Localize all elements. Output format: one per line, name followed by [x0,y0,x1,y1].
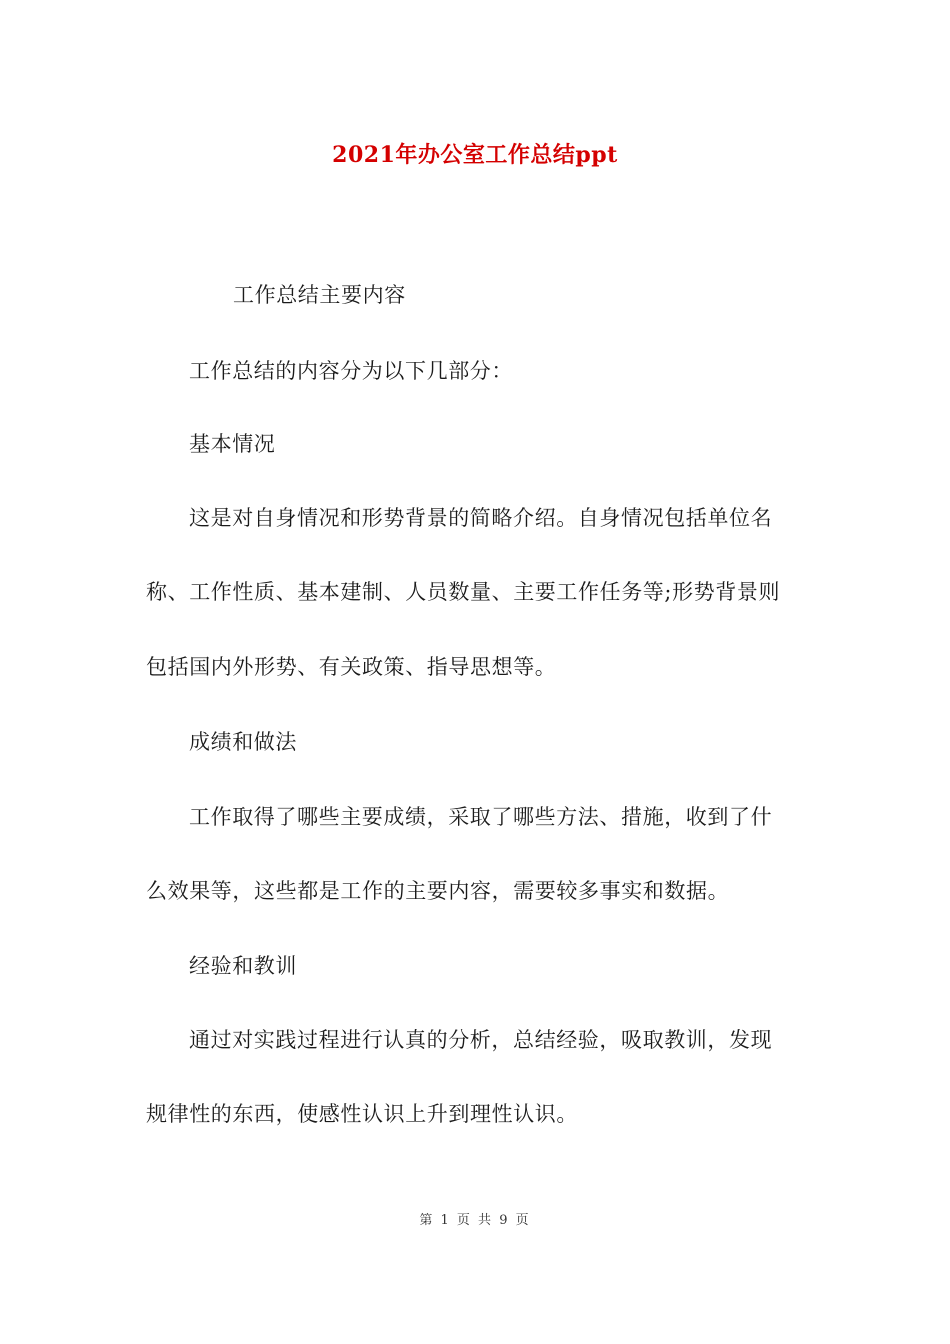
paragraph-intro: 工作总结的内容分为以下几部分： [189,359,513,383]
section-heading-achievements: 成绩和做法 [189,730,297,754]
section-heading-lessons: 经验和教训 [189,954,297,978]
paragraph-line: 这是对自身情况和形势背景的简略介绍。自身情况包括单位名 [189,506,773,530]
paragraph-line: 包括国内外形势、有关政策、指导思想等。 [146,655,557,679]
section-heading-basic-situation: 基本情况 [189,432,276,456]
paragraph-line: 通过对实践过程进行认真的分析，总结经验，吸取教训，发现 [189,1028,773,1052]
page-number-footer [0,1209,950,1228]
paragraph-line: 工作取得了哪些主要成绩，采取了哪些方法、措施，收到了什 [189,805,773,829]
paragraph-line: 称、工作性质、基本建制、人员数量、主要工作任务等;形势背景则 [146,580,781,604]
page-number-label: 第 1 页 共 9 页 [419,1213,531,1228]
paragraph-line: 规律性的东西，使感性认识上升到理性认识。 [146,1102,578,1126]
paragraph-line: 么效果等，这些都是工作的主要内容，需要较多事实和数据。 [146,879,730,903]
section-heading-main-content: 工作总结主要内容 [233,283,406,307]
document-title: 2021年办公室工作总结ppt [332,142,618,168]
